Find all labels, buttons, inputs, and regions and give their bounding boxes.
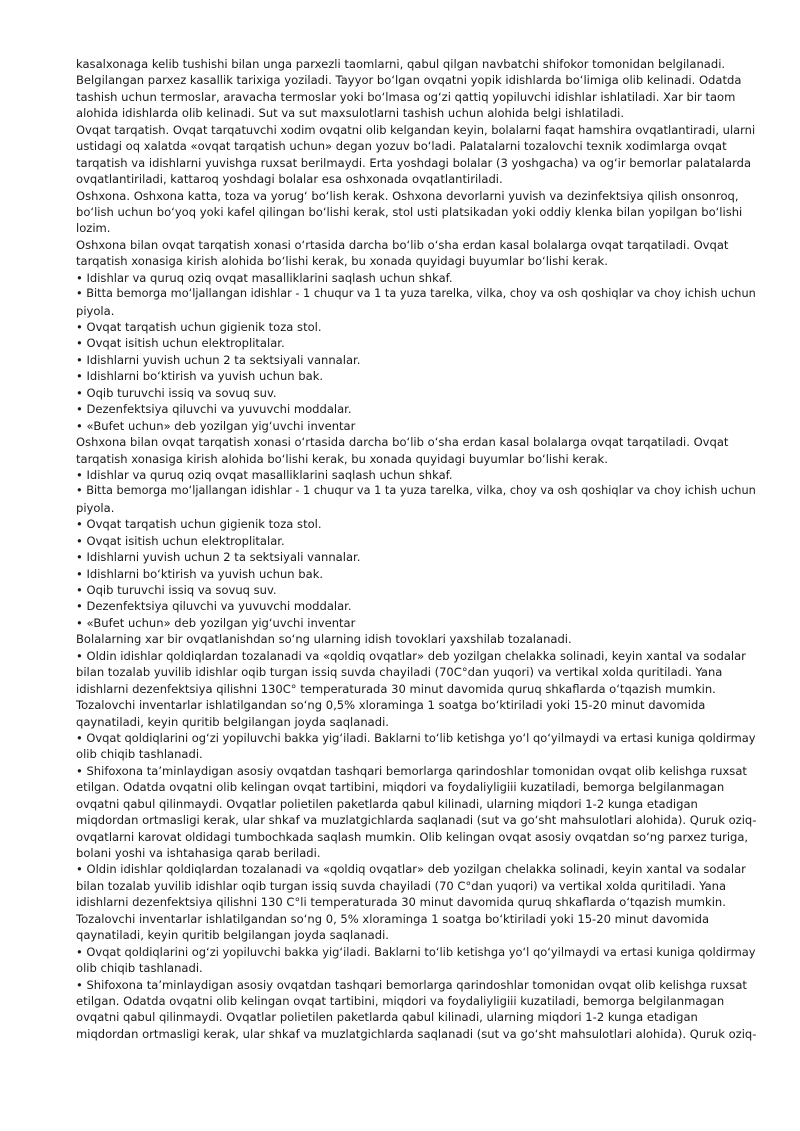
text-line: • Shifoxona ta’minlaydigan asosiy ovqatdan tashqari bemorlarga qarindoshlar tomonidan ovqat olib kelishga ruxsat xyxy=(76,763,747,778)
text-line: Belgilangan parxez kasallik tarixiga yoziladi. Tayyor bo‘lgan ovqatni yopik idishlarda bo‘limiga olib kelinadi. Odatda xyxy=(76,73,742,88)
text-line: • Ovqat isitish uchun elektroplitalar. xyxy=(76,336,285,351)
text-line: idishlarni dezenfektsiya qilishni 130 С°li temperaturada 30 minut davomida quruq shkaflarda o‘tqazish mumkin. xyxy=(76,895,726,910)
text-line: idishlarni dezenfektsiya qilishni 130С° temperaturada 30 minut davomida quruq shkaflarda o‘tqazish mumkin. xyxy=(76,681,716,696)
text-line: ovqatlantiriladi, kattaroq yoshdagi bolalar esa oshxonada ovqatlantiriladi. xyxy=(76,172,503,187)
text-line: • Ovqat tarqatish uchun gigienik toza stol. xyxy=(76,517,322,532)
text-line: olib chiqib tashlanadi. xyxy=(76,961,203,976)
text-line: • Oldin idishlar qoldiqlardan tozalanadi va «qoldiq ovqatlar» deb yozilgan chelakka solinadi, keyin xantal va sodalar xyxy=(76,862,746,877)
text-line: Oshxona bilan ovqat tarqatish xonasi o‘rtasida darcha bo‘lib o‘sha erdan kasal bolalarga ovqat tarqatiladi. Ovqat xyxy=(76,435,729,450)
text-line: ovqatni qabul qilinmaydi. Ovqatlar polietilen paketlarda qabul kilinadi, ularning miqdori 1-2 kunga etadigan xyxy=(76,796,698,811)
text-line: piyola. xyxy=(76,500,115,515)
text-line: ovqatni qabul qilinmaydi. Ovqatlar polietilen paketlarda qabul kilinadi, ularning miqdori 1-2 kunga etadigan xyxy=(76,1010,698,1025)
text-line: • Ovqat tarqatish uchun gigienik toza stol. xyxy=(76,320,322,334)
text-line: qaynatiladi, keyin quritib belgilangan joyda saqlanadi. xyxy=(76,714,389,729)
text-line: piyola. xyxy=(76,303,115,318)
text-line: tarqatish xonasiga kirish alohida bo‘lishi kerak, bu xonada quyidagi buyumlar bo‘lishi kerak. xyxy=(76,254,608,269)
text-line: • Idishlarni bo‘ktirish va yuvish uchun bak. xyxy=(76,369,324,384)
text-line: • Bitta bemorga mo‘ljallangan idishlar - 1 chuqur va 1 ta yuza tarelka, vilka, choy va osh qoshiqlar va choy ichish uchun xyxy=(76,287,756,301)
text-line: alohida idishlarda olib kelinadi. Sut va sut maxsulotlarni tashish uchun alohida belgi ishlatiladi. xyxy=(76,106,625,121)
text-line: kasalxonaga kelib tushishi bilan unga parxezli taomlarni, qabul qilgan navbatchi shifokor tomonidan belgilanadi. xyxy=(76,57,726,71)
text-line: tarqatish va idishlarni yuvishga ruxsat berilmaydi. Erta yoshdagi bolalar (3 yoshgacha) va og‘ir bemorlar palatalarda xyxy=(76,155,752,170)
text-line: • Idishlarni yuvish uchun 2 ta sektsiyali vannalar. xyxy=(76,352,361,367)
text-line: qaynatiladi, keyin quritib belgilangan joyda saqlanadi. xyxy=(76,928,389,943)
text-line: ustidagi oq xalatda «ovqat tarqatish uchun» degan yozuv bo‘ladi. Palatalarni tozalovchi texnik xodimlarga ovqat xyxy=(76,139,727,154)
text-line: Tozalovchi inventarlar ishlatilgandan so‘ng 0, 5% xloraminga 1 soatga bo‘ktiriladi yoki 15-20 minut davomida xyxy=(76,911,710,926)
text-line: ovqatlarni karovat oldidagi tumbochkada saqlash mumkin. Olib kelingan ovqat asosiy ovqatdan so‘ng parxez turiga, xyxy=(76,829,749,844)
text-line: • Idishlarni yuvish uchun 2 ta sektsiyali vannalar. xyxy=(76,550,361,565)
text-line: olib chiqib tashlanadi. xyxy=(76,747,203,762)
text-line: bolani yoshi va ishtahasiga qarab beriladi. xyxy=(76,846,321,860)
text-line: • Oqib turuvchi issiq va sovuq suv. xyxy=(76,385,277,400)
text-line: • Dezenfektsiya qiluvchi va yuvuvchi moddalar. xyxy=(76,402,352,417)
text-line: miqdordan ortmasligi kerak, ular shkaf va muzlatgichlarda saqlanadi (sut va go‘sht mahsulotlari alohida). Quruk oziq- xyxy=(76,813,757,828)
text-line: • Shifoxona ta’minlaydigan asosiy ovqatdan tashqari bemorlarga qarindoshlar tomonidan ovqat olib kelishga ruxsat xyxy=(76,977,747,992)
text-line: etilgan. Odatda ovqatni olib kelingan ovqat tartibini, miqdori va foydaliyligiii kuzatiladi, bemorga belgilanmagan xyxy=(76,993,725,1008)
text-line: • Ovqat qoldiqlarini og‘zi yopiluvchi bakka yig‘iladi. Baklarni to‘lib ketishga yo‘l qo‘yilmaydi va ertasi kuniga qoldirmay xyxy=(76,730,756,745)
text-line: • Oldin idishlar qoldiqlardan tozalanadi va «qoldiq ovqatlar» deb yozilgan chelakka solinadi, keyin xantal va sodalar xyxy=(76,648,746,663)
text-line: • Idishlar va quruq oziq ovqat masalliklarini saqlash uchun shkaf. xyxy=(76,270,453,285)
text-line: • Oqib turuvchi issiq va sovuq suv. xyxy=(76,583,277,597)
text-line: • Idishlar va quruq oziq ovqat masalliklarini saqlash uchun shkaf. xyxy=(76,467,453,482)
text-line: • Dezenfektsiya qiluvchi va yuvuvchi moddalar. xyxy=(76,599,352,614)
text-line: bo‘lish uchun bo‘yoq yoki kafel qilingan bo‘lishi kerak, stol usti platsikadan yoki oddiy klenka bilan yopilgan bo‘lishi xyxy=(76,204,743,219)
text-line: etilgan. Odatda ovqatni olib kelingan ovqat tartibini, miqdori va foydaliyligiii kuzatiladi, bemorga belgilanmagan xyxy=(76,780,725,795)
text-line: • «Bufet uchun» deb yozilgan yig‘uvchi inventar xyxy=(76,615,356,630)
text-line: • Idishlarni bo‘ktirish va yuvish uchun bak. xyxy=(76,566,324,581)
text-line: Oshxona. Oshxona katta, toza va yorug‘ bo‘lish kerak. Oshxona devorlarni yuvish va dezinfektsiya qilish onsonroq, xyxy=(76,188,739,203)
text-line: Ovqat tarqatish. Ovqat tarqatuvchi xodim ovqatni olib kelgandan keyin, bolalarni faqat hamshira ovqatlantiradi, ularni xyxy=(76,122,756,137)
text-line: lozim. xyxy=(76,221,111,236)
text-line: Oshxona bilan ovqat tarqatish xonasi o‘rtasida darcha bo‘lib o‘sha erdan kasal bolalarga ovqat tarqatiladi. Ovqat xyxy=(76,237,729,252)
text-line: tashish uchun termoslar, aravacha termoslar yoki bo‘lmasa og‘zi qattiq yopiluvchi idishlar ishlatiladi. Xar bir taom xyxy=(76,89,736,104)
text-line: bilan tozalab yuvilib idishlar oqib turgan issiq suvda chayiladi (70С°dan yuqori) va vertikal xolda quritiladi. Yana xyxy=(76,665,723,680)
text-line: • «Bufet uchun» deb yozilgan yig‘uvchi inventar xyxy=(76,418,356,433)
text-line: • Ovqat isitish uchun elektroplitalar. xyxy=(76,533,285,548)
text-line: Bolalarning xar bir ovqatlanishdan so‘ng ularning idish tovoklari yaxshilab tozalanadi. xyxy=(76,632,572,647)
document-page xyxy=(76,56,756,1042)
text-line: bilan tozalab yuvilib idishlar oqib turgan issiq suvda chayiladi (70 С°dan yuqori) va vertikal xolda quritiladi. Yana xyxy=(76,878,727,893)
text-line: Tozalovchi inventarlar ishlatilgandan so‘ng 0,5% xloraminga 1 soatga bo‘ktiriladi yoki 15-20 minut davomida xyxy=(76,698,706,713)
text-line: • Ovqat qoldiqlarini og‘zi yopiluvchi bakka yig‘iladi. Baklarni to‘lib ketishga yo‘l qo‘yilmaydi va ertasi kuniga qoldirmay xyxy=(76,944,756,959)
text-line: miqdordan ortmasligi kerak, ular shkaf va muzlatgichlarda saqlanadi (sut va go‘sht mahsulotlari alohida). Quruk oziq- xyxy=(76,1026,757,1041)
text-line: • Bitta bemorga mo‘ljallangan idishlar - 1 chuqur va 1 ta yuza tarelka, vilka, choy va osh qoshiqlar va choy ichish uchun xyxy=(76,484,756,498)
text-line: tarqatish xonasiga kirish alohida bo‘lishi kerak, bu xonada quyidagi buyumlar bo‘lishi kerak. xyxy=(76,451,608,466)
